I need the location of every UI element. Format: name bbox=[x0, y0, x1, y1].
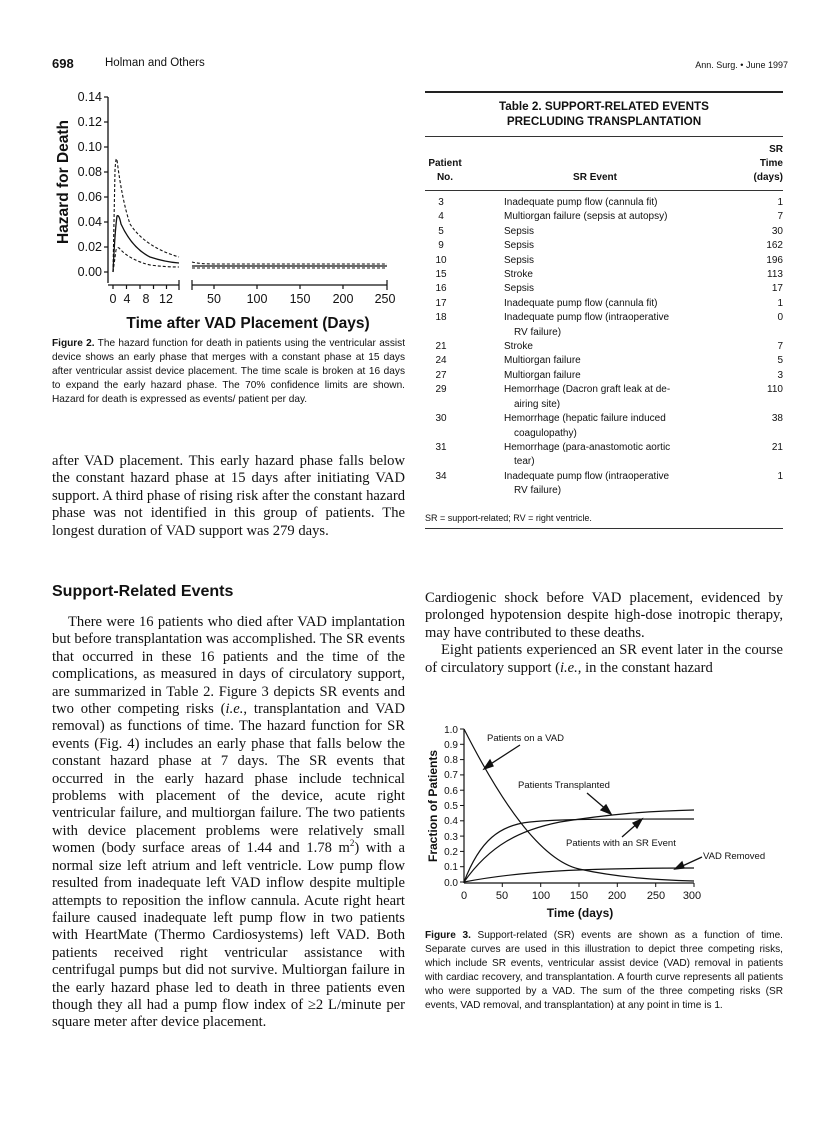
x-tick-label: 200 bbox=[607, 890, 627, 902]
table-row: 4 Multiorgan failure (sepsis at autopsy) 7 bbox=[438, 211, 783, 223]
x-tick-label: 250 bbox=[374, 292, 396, 306]
annotation-vad-removed: VAD Removed bbox=[703, 851, 766, 862]
y-tick-label: 0.7 bbox=[444, 770, 458, 781]
y-tick-label: 0.5 bbox=[444, 801, 458, 812]
table-row: 30 Hemorrhage (hepatic failure induced coagulopathy) 38 bbox=[435, 413, 783, 439]
y-tick-label: 0.00 bbox=[77, 265, 102, 279]
annotation-sr-event: Patients with an SR Event bbox=[566, 838, 676, 849]
y-tick-label: 0.08 bbox=[77, 165, 102, 179]
table2 bbox=[425, 91, 783, 529]
figure3-chart bbox=[410, 715, 816, 925]
x-tick-label: 150 bbox=[289, 292, 311, 306]
y-tick-label: 0.14 bbox=[77, 90, 102, 104]
table-row: 31 Hemorrhage (para-anastomotic aortic tear) 21 bbox=[435, 441, 783, 468]
x-tick-label: 100 bbox=[531, 890, 551, 902]
figure3-xlabel: Time (days) bbox=[546, 906, 614, 920]
annotation-arrows bbox=[484, 745, 702, 869]
y-tick-label: 0.02 bbox=[77, 240, 102, 254]
y-tick-label: 0.12 bbox=[77, 115, 102, 129]
figure2-caption-text: The hazard function for death in patients using the ventricular assist device shows an early phase that merges with a constant phase at 15 days after ventricular assist device placement. The time scale is broken at 16 days to expand the early hazard phase. The 70% confidence limits are shown. Hazard for death is expressed as events/ patient per day. bbox=[52, 338, 405, 406]
table2-header: Patient No. SR Event SR Time (days) bbox=[428, 144, 783, 183]
x-tick-label: 12 bbox=[159, 292, 173, 306]
table-row: 10 Sepsis 196 bbox=[435, 254, 783, 266]
x-tick-label: 4 bbox=[123, 292, 131, 306]
y-tick-label: 0.8 bbox=[444, 755, 458, 766]
paragraph: after VAD placement. This early hazard phase falls below the constant hazard phase at 15 days after initiating VAD support. A third phase of rising risk after the constant hazard phase was not identified in this group of patients. The longest duration of VAD support was 279 days. bbox=[52, 453, 405, 539]
y-tick-label: 0.06 bbox=[77, 190, 102, 204]
annotation-transplanted: Patients Transplanted bbox=[518, 780, 610, 791]
curve-on-vad bbox=[464, 729, 694, 881]
y-tick-label: 0.6 bbox=[444, 786, 458, 797]
y-tick-label: 0.9 bbox=[444, 740, 458, 751]
x-tick-label: 100 bbox=[246, 292, 268, 306]
y-tick-label: 0.04 bbox=[77, 215, 102, 229]
table-row: 17 Inadequate pump flow (cannula fit) 1 bbox=[435, 297, 783, 309]
y-tick-label: 0.3 bbox=[444, 832, 458, 843]
table-row: 29 Hemorrhage (Dacron graft leak at de- airing site) 110 bbox=[435, 384, 783, 410]
x-tick-label: 150 bbox=[569, 890, 589, 902]
running-head: Holman and Others bbox=[105, 57, 205, 69]
table-row: 21 Stroke 7 bbox=[435, 341, 783, 353]
x-tick-label: 50 bbox=[495, 890, 509, 902]
paragraph: Cardiogenic shock before VAD placement, evidenced by prolonged hypotension despite high-dose inotropic therapy, may have contributed to these deaths. bbox=[425, 590, 783, 641]
table-row: 3 Inadequate pump flow (cannula fit) 1 bbox=[438, 197, 783, 208]
y-tick-label: 0.2 bbox=[444, 847, 458, 858]
table-row: 27 Multiorgan failure 3 bbox=[435, 369, 783, 381]
y-tick-label: 1.0 bbox=[444, 725, 458, 736]
x-tick-label: 250 bbox=[646, 890, 666, 902]
table2-footnote: SR = support-related; RV = right ventricle. bbox=[425, 512, 592, 523]
table-row: 15 Stroke 113 bbox=[435, 269, 783, 281]
table-row: 24 Multiorgan failure 5 bbox=[435, 355, 783, 367]
paragraph: There were 16 patients who died after VAD implantation but before transplantation was accomplished. The SR events that occurred in these 16 patients and the time of the complications, as measured in days of circulatory support, are summarized in Table 2. Figure 3 depicts SR events and two other competing risks (i.e., transplantation and VAD removal) as functions of time. The hazard function for SR events (Fig. 4) includes an early phase that falls below the constant hazard phase at 7 days. The SR events that occurred in the early hazard phase include technical problems with placement of the device, acute right ventricular failure, and multiorgan failure. The two patients with device placement problems were relatively small women (body surface areas of 1.44 and 1.78 $m^2$) with a normal size left atrium and left ventricle. Low pump flow resulted from inadequate left VAD inflow despite multiple attempts to reposition the inflow cannula. Acute right heart failure caused inadequate left pump flow in two patients with HeartMate (Thermo Cardiosystems) left VAD. Both patients received right ventricular assistance with centrifugal pumps but did not survive. Multiorgan failure in the early hazard phase led to death in three patients even though they all had a pump flow index of ≥2 L/minute per square meter after device placement. bbox=[52, 614, 405, 1031]
table-row: 18 Inadequate pump flow (intraoperative RV failure) 0 bbox=[435, 312, 783, 338]
figure3-ylabel: Fraction of Patients bbox=[426, 749, 440, 863]
figure2-caption-label: Figure 2. bbox=[52, 338, 95, 349]
figure2-chart bbox=[0, 0, 410, 340]
figure3-caption-text: Support-related (SR) events are shown as a function of time. Separate curves are used in this illustration to depict three competing risks, which include SR events, ventricular assist device (VAD) removal in patients with cardiac recovery, and transplantation. A fourth curve represents all patients who were supported by a VAD. The sum of the three competing risks (SR events, VAD removal, and transplantation) at any point in time is 1. bbox=[425, 930, 783, 1012]
x-tick-label: 200 bbox=[332, 292, 354, 306]
right-column-text bbox=[425, 590, 783, 677]
curve-sr-event bbox=[464, 819, 694, 882]
table-row: 34 Inadequate pump flow (intraoperative RV failure) 1 bbox=[435, 470, 783, 497]
figure3-caption-label: Figure 3. bbox=[425, 930, 471, 941]
left-column-para1 bbox=[52, 453, 405, 540]
figure2-xlabel: Time after VAD Placement (Days) bbox=[126, 315, 370, 332]
page-number: 698 bbox=[52, 56, 74, 71]
table-row: 16 Sepsis 17 bbox=[435, 283, 783, 295]
paragraph: Eight patients experienced an SR event later in the course of circulatory support (i.e., in the constant hazard bbox=[425, 642, 783, 676]
figure3-caption bbox=[425, 929, 783, 1014]
x-tick-label: 50 bbox=[207, 292, 221, 306]
table2-body bbox=[425, 196, 783, 499]
figure2-caption bbox=[52, 337, 405, 407]
y-tick-label: 0.4 bbox=[444, 816, 458, 827]
y-tick-label: 0.0 bbox=[444, 878, 458, 889]
figure2-ylabel: Hazard for Death bbox=[55, 119, 72, 245]
table-row: 9 Sepsis 162 bbox=[438, 240, 783, 252]
table-row: 5 Sepsis 30 bbox=[438, 225, 783, 237]
x-tick-label: 300 bbox=[682, 890, 702, 902]
x-tick-label: 0 bbox=[109, 292, 117, 306]
y-tick-label: 0.10 bbox=[77, 140, 102, 154]
y-tick-label: 0.1 bbox=[444, 862, 458, 873]
table2-title: Table 2. SUPPORT-RELATED EVENTS PRECLUDING TRANSPLANTATION bbox=[499, 100, 709, 128]
section-heading: Support-Related Events bbox=[52, 583, 234, 600]
left-column-para2 bbox=[52, 614, 405, 1032]
x-tick-label: 8 bbox=[142, 292, 150, 306]
annotation-on-vad: Patients on a VAD bbox=[487, 733, 564, 744]
hazard-lower-cl bbox=[113, 248, 179, 272]
x-tick-label: 0 bbox=[460, 890, 468, 902]
journal-citation: Ann. Surg. • June 1997 bbox=[695, 60, 788, 70]
